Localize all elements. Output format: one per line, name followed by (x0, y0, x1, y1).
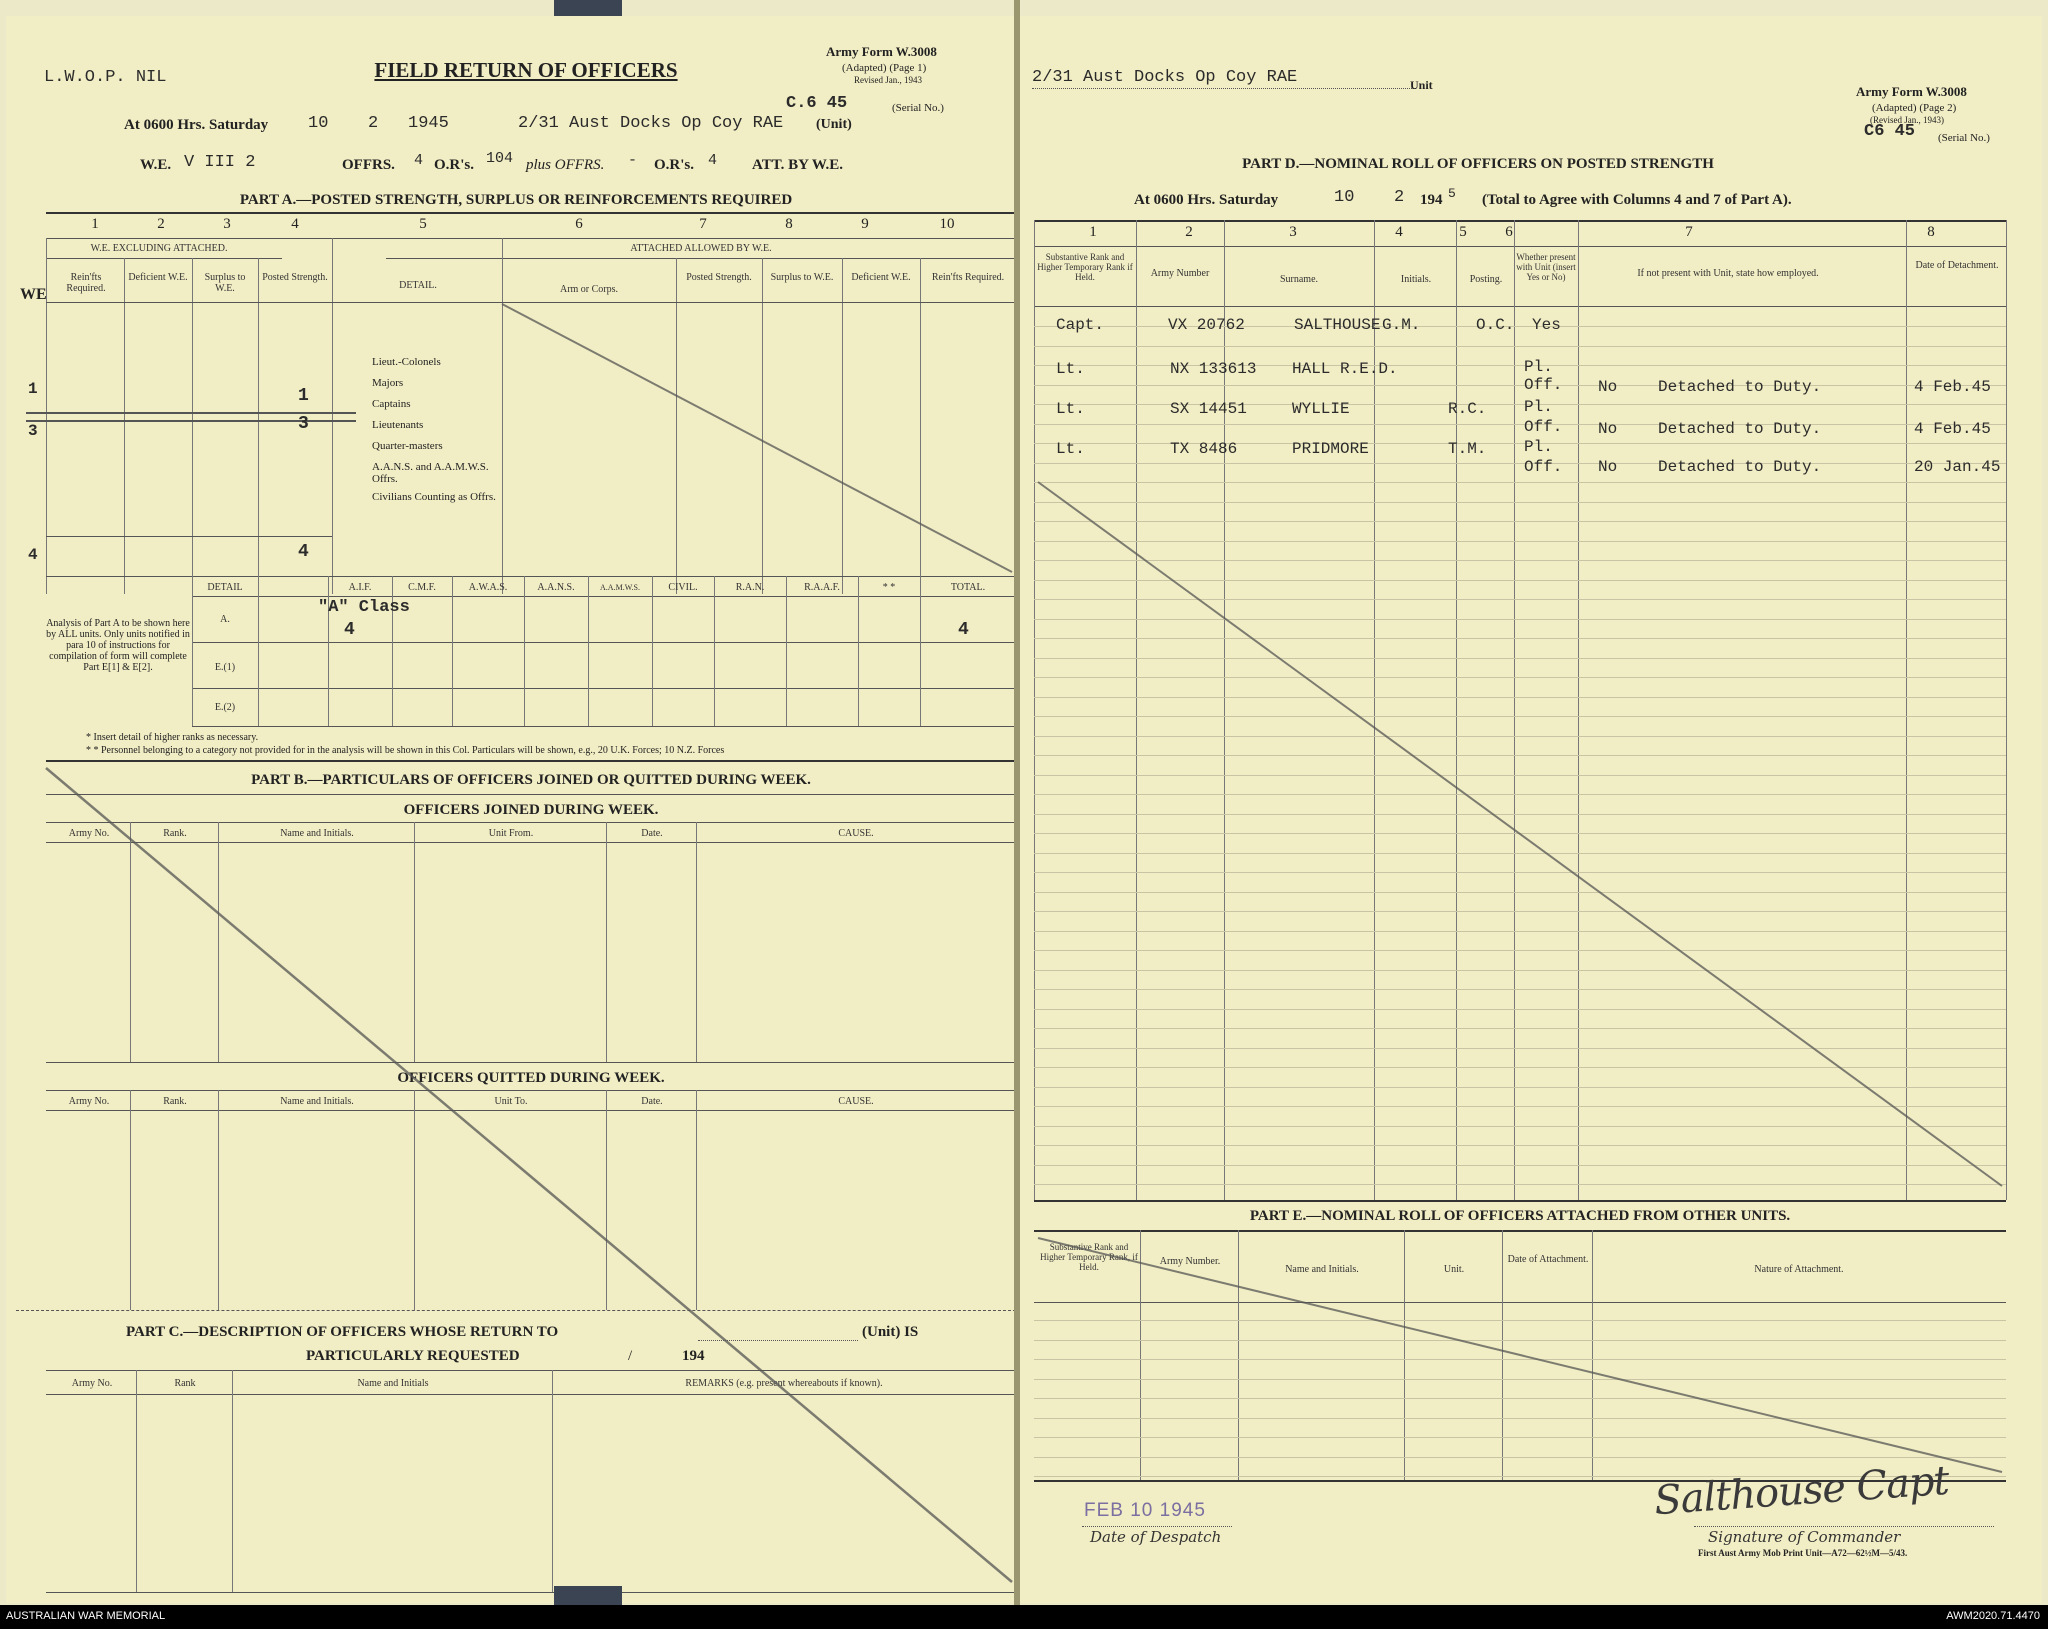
plus-offrs-label: plus OFFRS. (526, 157, 605, 173)
margin-mark-1: 1 (28, 380, 38, 398)
initials: R.C. (1448, 400, 1487, 418)
col-header: Deficient W.E. (851, 272, 911, 283)
right-form-adapted: (Adapted) (Page 2) (1872, 102, 1957, 114)
d-col-header: Date of Detachment. (1915, 260, 1999, 271)
posting-2: Off. (1524, 376, 1563, 394)
present: Yes (1532, 316, 1561, 334)
initials: T.M. (1448, 440, 1487, 458)
part-d-year: 194 (1420, 192, 1443, 208)
analysis-header: A.W.A.S. (468, 582, 508, 593)
d-col-header: Army Number (1150, 268, 1210, 279)
initials: G.M. (1382, 316, 1421, 334)
analysis-row-label: E.(2) (214, 702, 236, 713)
right-unit-value: 2/31 Aust Docks Op Coy RAE (1032, 68, 1298, 87)
analysis-row-label: E.(1) (214, 662, 236, 673)
col-num: 9 (861, 216, 869, 232)
serial-value: C.6 45 (786, 94, 848, 113)
analysis-header: A.A.N.S. (537, 582, 575, 593)
we-value: V III 2 (184, 153, 256, 172)
col-num: 7 (1685, 224, 1693, 240)
detail-list: Lieut.-Colonels Majors Captains Lieutenants Quarter-masters A.A.N.S. and A.A.M.W.S. Offrs. Civilians Counting as Offrs. (372, 356, 496, 503)
part-d-day: 10 (1334, 188, 1355, 207)
form-title: FIELD RETURN OF OFFICERS (374, 58, 678, 82)
army-number: SX 14451 (1170, 400, 1247, 418)
form-revised: Revised Jan., 1943 (854, 75, 922, 85)
part-c-heading-1: PART C.—DESCRIPTION OF OFFICERS WHOSE RETURN TO (126, 1324, 559, 1340)
col-header: DETAIL. (399, 280, 437, 291)
d-col-header: Posting. (1469, 274, 1503, 285)
part-c-col: Name and Initials (357, 1378, 429, 1389)
analysis-header: DETAIL (207, 582, 243, 593)
ors2-value: 4 (708, 152, 718, 169)
part-c-heading-2: PARTICULARLY REQUESTED (306, 1348, 520, 1364)
posting: Pl. (1524, 358, 1553, 376)
analysis-header: CIVIL. (668, 582, 698, 593)
offrs-label: OFFRS. (342, 157, 395, 173)
archive-name: AUSTRALIAN WAR MEMORIAL (6, 1610, 166, 1622)
e-col-header: Date of Attachment. (1507, 1254, 1589, 1265)
quitted-col: Name and Initials. (280, 1096, 354, 1107)
surname: HALL R.E.D. (1292, 360, 1398, 378)
col-header: Surplus to W.E. (770, 272, 834, 283)
joined-col: Date. (641, 828, 663, 839)
col-num: 5 (419, 216, 427, 232)
joined-col: Army No. (68, 828, 110, 839)
footnote-2: * * Personnel belonging to a category not provided for in the analysis will be shown in this Col. Particulars will be shown, e.g., 20 U.K. Forces; 10 N.Z. Forces (86, 745, 725, 756)
despatch-stamp: FEB 10 1945 (1084, 1500, 1206, 1521)
part-b-heading: PART B.—PARTICULARS OF OFFICERS JOINED OR QUITTED DURING WEEK. (251, 772, 811, 788)
serial-label: (Serial No.) (892, 102, 944, 114)
posting-2: Off. (1524, 418, 1563, 436)
posting: O.C. (1476, 316, 1515, 334)
date-month: 2 (368, 114, 379, 133)
rank: Lt. (1056, 400, 1085, 418)
employed: Detached to Duty. (1658, 420, 1822, 438)
part-c-slash: / (628, 1348, 633, 1364)
joined-col: Name and Initials. (280, 828, 354, 839)
att-label: ATT. BY W.E. (752, 157, 844, 173)
detach-date: 20 Jan.45 (1914, 458, 2001, 476)
posted-captains: 1 (298, 386, 309, 406)
page-fold (1014, 0, 1020, 1605)
army-number: TX 8486 (1170, 440, 1238, 458)
col-header: Arm or Corps. (559, 284, 619, 295)
col-num: 4 (1395, 224, 1403, 240)
posted-total: 4 (298, 542, 309, 562)
commander-signature: Salthouse Capt (1652, 1457, 1951, 1525)
col-num: 6 (1505, 224, 1513, 240)
present: No (1598, 420, 1618, 438)
joined-col: CAUSE. (838, 828, 874, 839)
col-header: Surplus to W.E. (204, 272, 246, 294)
total-value: 4 (958, 620, 969, 640)
printer-line: First Aust Army Mob Print Unit—A72—62½M—5/43. (1698, 1548, 1908, 1558)
at-label: At 0600 Hrs. Saturday (124, 117, 269, 133)
part-c-year: 194 (682, 1348, 705, 1364)
right-cancel-lines (1018, 16, 2042, 1603)
rank: Lt. (1056, 440, 1085, 458)
margin-mark-4: 4 (28, 546, 38, 564)
d-col-header: Whether present with Unit (insert Yes or No) (1516, 252, 1576, 282)
col-num: 10 (939, 216, 955, 232)
col-num: 7 (699, 216, 707, 232)
analysis-header: A.I.F. (348, 582, 372, 593)
army-number: VX 20762 (1168, 316, 1245, 334)
col-header: Rein'fts Required. (931, 272, 1005, 283)
signature-label: Signature of Commander (1708, 1528, 1901, 1546)
despatch-label: Date of Despatch (1090, 1528, 1222, 1546)
form-id: Army Form W.3008 (826, 44, 937, 59)
employed: Detached to Duty. (1658, 378, 1822, 396)
surname: SALTHOUSE (1294, 316, 1381, 334)
d-col-header: Initials. (1400, 274, 1432, 285)
e-col-header: Name and Initials. (1285, 1264, 1359, 1275)
col-num: 4 (291, 216, 299, 232)
analysis-header: A.A.M.W.S. (600, 583, 640, 592)
joined-col: Unit From. (488, 828, 534, 839)
joined-heading: OFFICERS JOINED DURING WEEK. (403, 802, 659, 818)
col-num: 2 (1185, 224, 1193, 240)
part-c-unit-is: (Unit) IS (862, 1324, 919, 1340)
d-col-header: Surname. (1279, 274, 1319, 285)
right-form-revised: (Revised Jan., 1943) (1870, 115, 1944, 125)
posting-2: Off. (1524, 458, 1563, 476)
ors2-label: O.R's. (654, 157, 695, 173)
class-note: "A" Class (318, 598, 410, 617)
ors-label: O.R's. (434, 157, 475, 173)
unit-label: (Unit) (816, 117, 852, 132)
e-col-header: Unit. (1443, 1264, 1465, 1275)
archive-footer-bar (0, 1605, 2048, 1629)
analysis-header: TOTAL. (950, 582, 986, 593)
part-c-col: REMARKS (e.g. present whereabouts if known). (685, 1378, 883, 1389)
col-num: 8 (1927, 224, 1935, 240)
part-c-col: Rank (174, 1378, 196, 1389)
offrs-value: 4 (414, 152, 424, 169)
analysis-header: R.A.N. (735, 582, 765, 593)
analysis-note: Analysis of Part A to be shown here by ALL units. Only units notified in para 10 of instructions for compilation of form will complete Part E[1] & E[2]. (46, 618, 190, 673)
binding-tab-top (554, 0, 622, 16)
date-day: 10 (308, 114, 329, 133)
e-col-header: Nature of Attachment. (1754, 1264, 1844, 1275)
d-col-header: Substantive Rank and Higher Temporary Rank if Held. (1037, 252, 1133, 282)
surname: WYLLIE (1292, 400, 1350, 418)
analysis-header: R.A.A.F. (804, 582, 840, 593)
part-d-year-digit: 5 (1448, 186, 1456, 201)
ors-value: 104 (486, 150, 514, 167)
col-header: Deficient W.E. (128, 272, 188, 283)
surname: PRIDMORE (1292, 440, 1369, 458)
posting: Pl. (1524, 438, 1553, 456)
e-col-header: Substantive Rank and Higher Temporary Rank, if Held. (1040, 1242, 1138, 1272)
attached-allowed-label: ATTACHED ALLOWED BY W.E. (630, 243, 772, 254)
e-col-header: Army Number. (1159, 1256, 1221, 1267)
col-header: Posted Strength. (262, 272, 328, 283)
left-page (6, 16, 1018, 1603)
part-d-heading: PART D.—NOMINAL ROLL OF OFFICERS ON POSTED STRENGTH (1242, 156, 1714, 172)
date-year: 1945 (408, 114, 449, 133)
unit-value: 2/31 Aust Docks Op Coy RAE (518, 114, 784, 133)
col-num: 6 (575, 216, 583, 232)
left-cancel-lines (6, 16, 1018, 1603)
present: No (1598, 378, 1618, 396)
col-header: Rein'fts Required. (66, 272, 106, 294)
footnote-1: * Insert detail of higher ranks as necessary. (86, 732, 259, 743)
army-number: NX 133613 (1170, 360, 1257, 378)
quitted-heading: OFFICERS QUITTED DURING WEEK. (397, 1070, 665, 1086)
right-form-id: Army Form W.3008 (1856, 84, 1967, 99)
posting: Pl. (1524, 398, 1553, 416)
col-num: 2 (157, 216, 165, 232)
lwop-text: L.W.O.P. NIL (44, 68, 167, 87)
binding-tab-bottom (554, 1586, 622, 1605)
quitted-col: CAUSE. (838, 1096, 874, 1107)
quitted-col: Date. (641, 1096, 663, 1107)
part-d-month: 2 (1394, 188, 1405, 207)
present: No (1598, 458, 1618, 476)
col-num: 8 (785, 216, 793, 232)
posted-lieutenants: 3 (298, 414, 309, 434)
joined-col: Rank. (163, 828, 187, 839)
col-num: 5 (1459, 224, 1467, 240)
right-page (1018, 16, 2042, 1603)
we-excluding-label: W.E. EXCLUDING ATTACHED. (90, 243, 228, 254)
col-num: 3 (1289, 224, 1297, 240)
part-d-total-note: (Total to Agree with Columns 4 and 7 of Part A). (1482, 192, 1792, 208)
rank: Capt. (1056, 316, 1105, 334)
quitted-col: Rank. (163, 1096, 187, 1107)
part-c-col: Army No. (71, 1378, 113, 1389)
analysis-header: * * (882, 582, 896, 593)
plus-offrs-value: - (628, 152, 638, 169)
quitted-col: Unit To. (494, 1096, 528, 1107)
col-num: 1 (1089, 224, 1097, 240)
analysis-header: C.M.F. (408, 582, 436, 593)
col-num: 1 (91, 216, 99, 232)
col-header: Posted Strength. (686, 272, 752, 283)
right-serial-label: (Serial No.) (1938, 132, 1990, 144)
margin-mark-3: 3 (28, 422, 38, 440)
col-num: 3 (223, 216, 231, 232)
rank: Lt. (1056, 360, 1085, 378)
we-label: W.E. (140, 157, 172, 173)
detach-date: 4 Feb.45 (1914, 378, 1991, 396)
detach-date: 4 Feb.45 (1914, 420, 1991, 438)
form-adapted: (Adapted) (Page 1) (842, 62, 927, 74)
analysis-row-label: A. (220, 614, 230, 625)
aif-value: 4 (344, 620, 355, 640)
we-margin: WE (20, 286, 47, 303)
part-a-heading: PART A.—POSTED STRENGTH, SURPLUS OR REINFORCEMENTS REQUIRED (239, 192, 793, 208)
part-d-at-label: At 0600 Hrs. Saturday (1134, 192, 1279, 208)
right-serial-value: C6 45 (1864, 122, 1916, 141)
right-unit-label: Unit (1410, 78, 1433, 92)
d-col-header: If not present with Unit, state how employed. (1637, 268, 1819, 279)
employed: Detached to Duty. (1658, 458, 1822, 476)
archive-ref: AWM2020.71.4470 (1946, 1610, 2040, 1622)
quitted-col: Army No. (68, 1096, 110, 1107)
part-e-heading: PART E.—NOMINAL ROLL OF OFFICERS ATTACHED FROM OTHER UNITS. (1249, 1208, 1791, 1224)
